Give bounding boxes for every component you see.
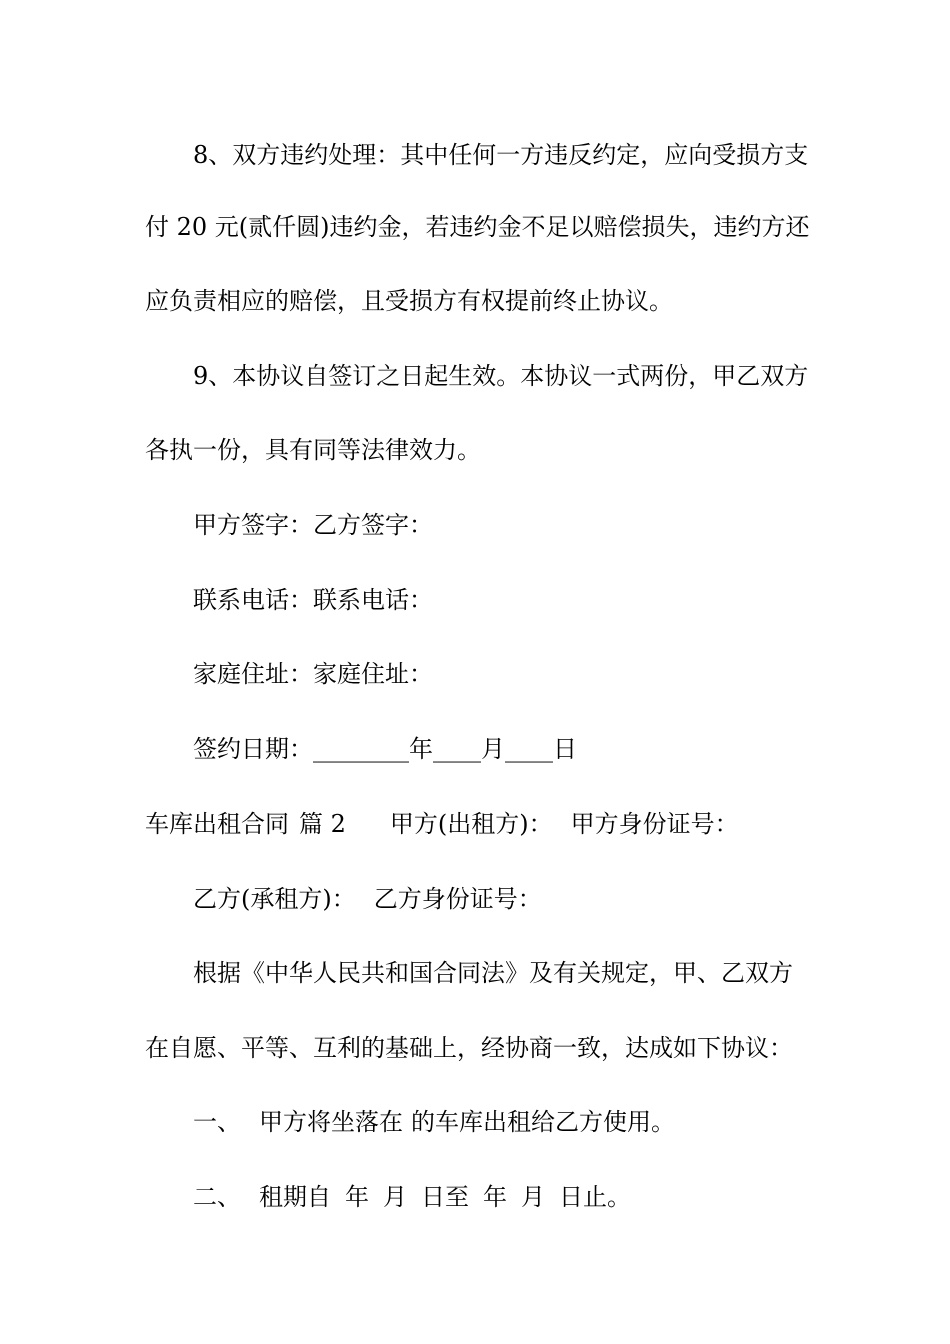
article-1-text-b: 的车库出租给乙方使用。 [411,1108,675,1136]
preamble-line-2: 在自愿、平等、互利的基础上，经协商一致，达成如下协议： [145,1034,793,1062]
article-1-number: 一、 [193,1108,241,1136]
article-2-line [193,1182,863,1212]
article-2-text-c: 月 [383,1183,407,1211]
party-b-line [193,884,863,914]
sign-date-line: 签约日期：________年____月____日 [193,735,577,763]
party-b-label: 乙方(承租方)： [193,885,356,913]
article-2-text-f: 月 [521,1183,545,1211]
address-line: 家庭住址：家庭住址： [193,660,433,688]
clause-8-line-1: 8、双方违约处理：其中任何一方违反约定，应向受损方支 [193,141,809,169]
party-a-id-label: 甲方身份证号： [570,810,739,838]
article-2-text-d: 日至 [421,1183,469,1211]
preamble-line-1: 根据《中华人民共和国合同法》及有关规定，甲、乙双方 [193,959,793,987]
clause-9-line-2: 各执一份，具有同等法律效力。 [145,436,481,464]
clause-8-line-2: 付 20 元(贰仟圆)违约金，若违约金不足以赔偿损失，违约方还 [145,213,810,241]
clause-9-line-1: 9、本协议自签订之日起生效。本协议一式两份，甲乙双方 [193,362,809,390]
article-2-text-e: 年 [483,1183,507,1211]
party-b-id-label: 乙方身份证号： [373,885,542,913]
signature-line: 甲方签字：乙方签字： [193,511,433,539]
article-2-text-g: 日止。 [559,1183,631,1211]
article-2-number: 二、 [193,1183,241,1211]
phone-line: 联系电话：联系电话： [193,586,433,614]
article-2-text-b: 年 [345,1183,369,1211]
section-number: 篇 2 [299,810,346,838]
article-1-line [193,1107,863,1137]
contract-2-heading-line [145,809,815,839]
party-a-label: 甲方(出租方)： [389,810,553,838]
article-1-text-a: 甲方将坐落在 [259,1108,403,1136]
contract-title: 车库出租合同 [145,810,289,838]
article-2-text-a: 租期自 [259,1183,331,1211]
clause-8-line-3: 应负责相应的赔偿，且受损方有权提前终止协议。 [145,287,673,315]
